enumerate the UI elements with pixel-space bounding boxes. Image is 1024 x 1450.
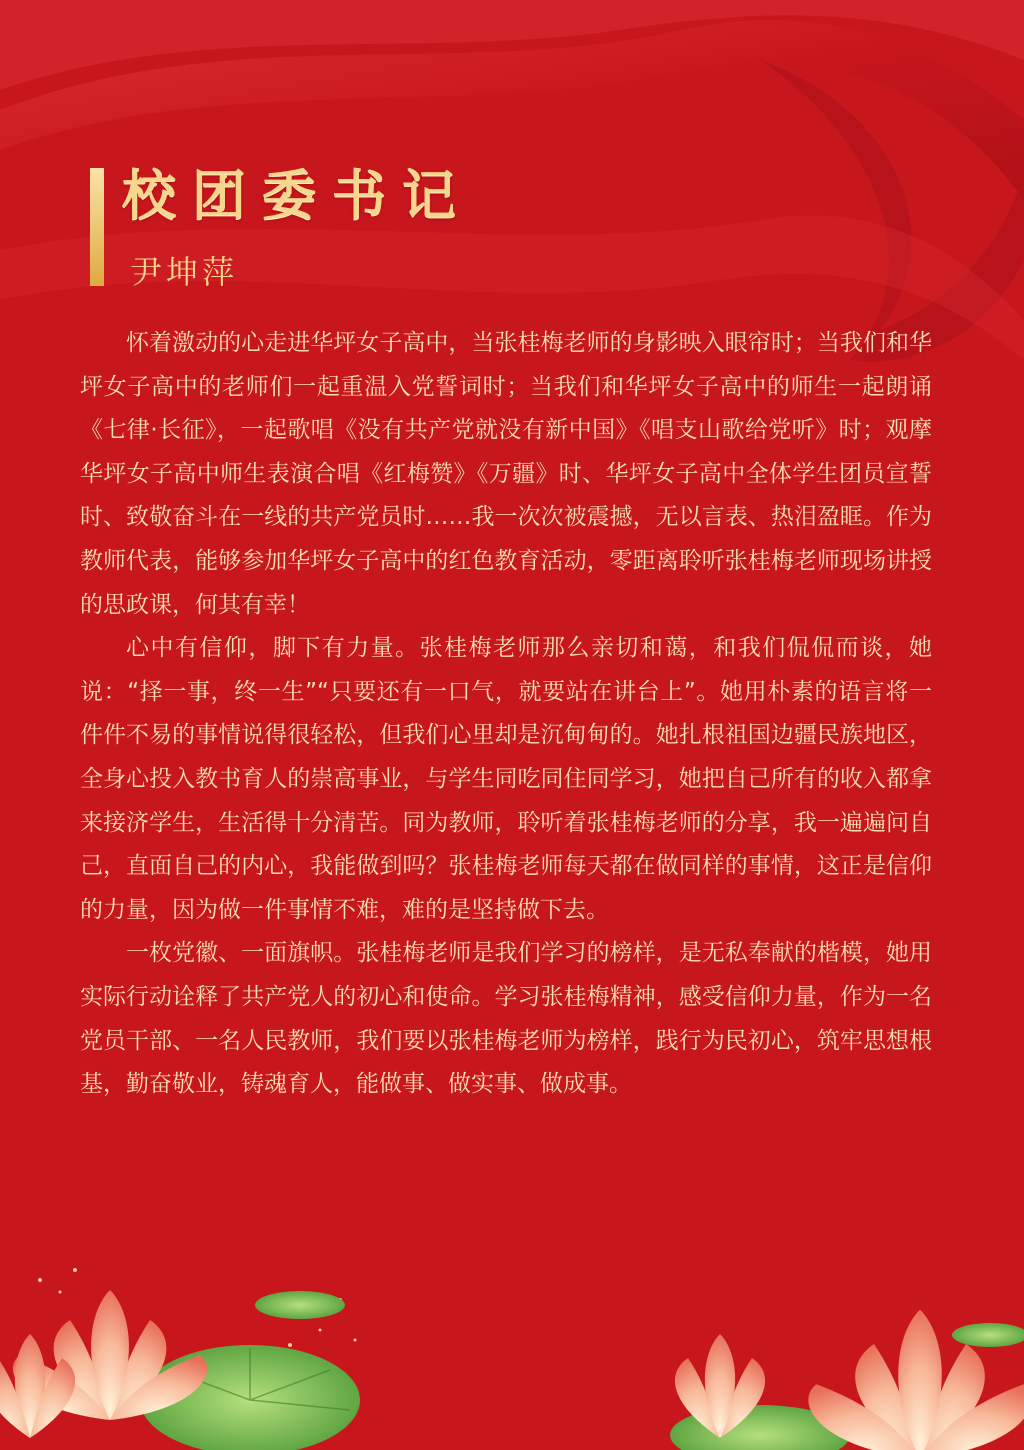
author-name: 尹坤萍 xyxy=(130,253,239,291)
paragraph-3: 一枚党徽、一面旗帜。张桂梅老师是我们学习的榜样，是无私奉献的楷模，她用实际行动诠释了共产党人的初心和使命。学习张桂梅精神，感受信仰力量，作为一名党员干部、一名人民教师，我们要以张桂梅老师为榜样，践行为民初心，筑牢思想根基，勤奋敬业，铸魂育人，能做事、做实事、做成事。 xyxy=(80,940,932,1098)
article-body xyxy=(80,322,932,1107)
paragraph-1: 怀着激动的心走进华坪女子高中，当张桂梅老师的身影映入眼帘时；当我们和华坪女子高中的老师们一起重温入党誓词时；当我们和华坪女子高中的师生一起朗诵《七律·长征》，一起歌唱《没有共产党就没有新中国》《唱支山歌给党听》时；观摩华坪女子高中师生表演合唱《红梅赞》《万疆》时、华坪女子高中全体学生团员宣誓时、致敬奋斗在一线的共产党员时……我一次次被震撼，无以言表、热泪盈眶。作为教师代表，能够参加华坪女子高中的红色教育活动，零距离聆听张桂梅老师现场讲授的思政课，何其有幸！ xyxy=(80,330,932,618)
title-accent-bar xyxy=(90,168,104,286)
page-title: 校团委书记 xyxy=(122,163,472,227)
lotus-decoration xyxy=(0,1240,1024,1450)
paragraph-2: 心中有信仰，脚下有力量。张桂梅老师那么亲切和蔼，和我们侃侃而谈，她说：“择一事，终一生”“只要还有一口气，就要站在讲台上”。她用朴素的语言将一件件不易的事情说得很轻松，但我们心里却是沉甸甸的。她扎根祖国边疆民族地区，全身心投入教书育人的崇高事业，与学生同吃同住同学习，她把自己所有的收入都拿来接济学生，生活得十分清苦。同为教师，聆听着张桂梅老师的分享，我一遍遍问自己，直面自己的内心，我能做到吗？张桂梅老师每天都在做同样的事情，这正是信仰的力量，因为做一件事情不难，难的是坚持做下去。 xyxy=(80,635,932,923)
